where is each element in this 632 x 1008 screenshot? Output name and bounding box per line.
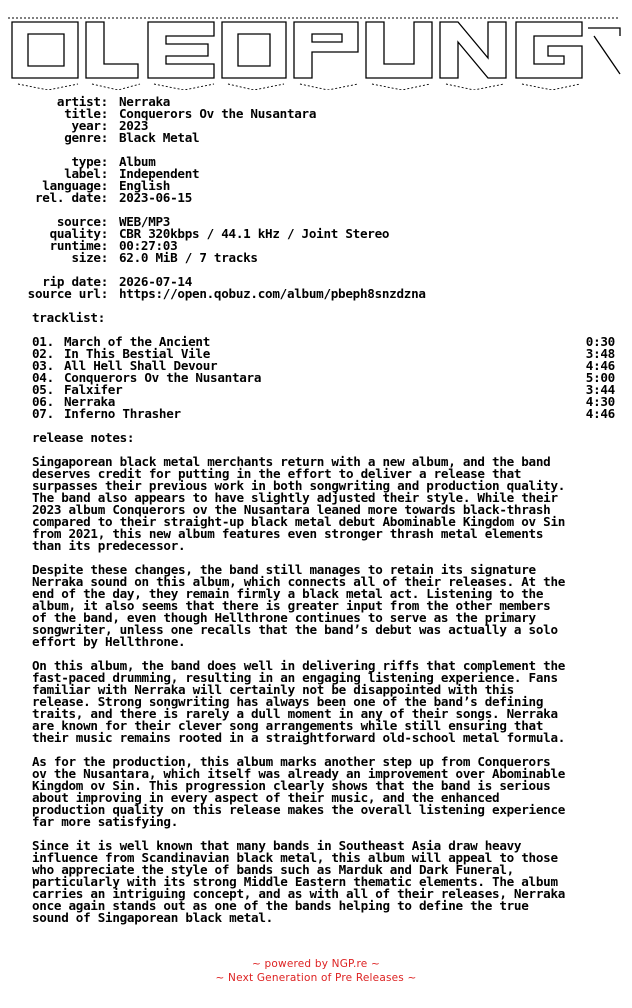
- meta-key: runtime:: [49, 238, 108, 253]
- release-notes-paragraph: Singaporean black metal merchants return with a new album, and the band deserves credit for putting in the effort to deliver a release that surpasses their previous work in both songwriting and production quality. The band also appears to have slightly adjusted their style. While their 2023 album Conquerors ov the Nusantara leaned more towards black-thrash compared to their straight-up black metal debut Abominable Kingdom ov Sin from 2021, this new album features even stronger thrash metal elements than its predecessor.: [32, 454, 566, 553]
- meta-key: label:: [64, 166, 108, 181]
- track-length: 3:44: [585, 382, 615, 397]
- meta-key: source:: [56, 214, 108, 229]
- track-number: 01.: [32, 334, 54, 349]
- meta-value: 62.0 MiB / 7 tracks: [119, 250, 258, 265]
- meta-key: language:: [42, 178, 108, 193]
- track-title: Nerraka: [64, 394, 116, 409]
- release-notes-paragraph: On this album, the band does well in delivering riffs that complement the fast-paced drumming, resulting in an engaging listening experience. Fans familiar with Nerraka will certainly not be disappointed with this release. Strong songwriting has always been one of the band’s defining traits, and there is rarely a dull moment in any of their songs. Nerraka are known for their clever song arrangements while still ensuring that their music remains rooted in a straightforward old-school metal formula.: [32, 658, 566, 745]
- track-title: All Hell Shall Devour: [64, 358, 218, 373]
- meta-value: 2023-06-15: [119, 190, 193, 205]
- track-number: 03.: [32, 358, 54, 373]
- track-title: Conquerors Ov the Nusantara: [64, 370, 262, 385]
- release-notes-paragraph: Despite these changes, the band still manages to retain its signature Nerraka sound on this album, which connects all of their releases. At the end of the day, they remain firmly a black metal act. Listening to the album, it also seems that there is greater input from the other members of the band, even though Hellthrone continues to serve as the primary songwriter, unless one recalls that the band’s debut was actually a solo effort by Hellthrone.: [32, 562, 566, 649]
- track-title: Inferno Thrasher: [64, 406, 181, 421]
- meta-key: quality:: [49, 226, 108, 241]
- meta-key: type:: [71, 154, 108, 169]
- track-length: 4:30: [585, 394, 615, 409]
- track-length: 5:00: [585, 370, 615, 385]
- meta-key: rel. date:: [34, 190, 108, 205]
- meta-value: Independent: [119, 166, 200, 181]
- release-notes-heading: release notes:: [32, 430, 135, 445]
- track-number: 05.: [32, 382, 54, 397]
- meta-value: WEB/MP3: [119, 214, 171, 229]
- meta-key: year:: [71, 118, 108, 133]
- meta-key: genre:: [64, 130, 108, 145]
- meta-value: https://open.qobuz.com/album/pbeph8snzdzna: [119, 286, 426, 301]
- ascii-logo-banner: [8, 14, 624, 90]
- track-number: 07.: [32, 406, 54, 421]
- meta-value: Album: [119, 154, 156, 169]
- track-number: 04.: [32, 370, 54, 385]
- meta-value: 00:27:03: [119, 238, 178, 253]
- meta-key: title:: [64, 106, 108, 121]
- meta-value: 2023: [119, 118, 149, 133]
- meta-value: Black Metal: [119, 130, 200, 145]
- meta-value: 2026-07-14: [119, 274, 193, 289]
- track-title: In This Bestial Vile: [64, 346, 211, 361]
- track-length: 4:46: [585, 358, 615, 373]
- meta-value: Conquerors Ov the Nusantara: [119, 106, 317, 121]
- track-length: 4:46: [585, 406, 615, 421]
- meta-key: source url:: [27, 286, 108, 301]
- track-number: 02.: [32, 346, 54, 361]
- footer-tagline: ~ Next Generation of Pre Releases ~: [215, 972, 417, 984]
- meta-key: size:: [71, 250, 108, 265]
- tracklist-heading: tracklist:: [32, 310, 106, 325]
- release-notes-paragraph: Since it is well known that many bands in Southeast Asia draw heavy influence from Scandinavian black metal, this album will appeal to those who appreciate the style of bands such as Marduk and Dark Funeral, particularly with its strong Middle Eastern thematic elements. The album carries an intriguing concept, and as with all of their releases, Nerraka once again stands out as one of the bands helping to define the true sound of Singaporean black metal.: [32, 838, 566, 925]
- meta-value: CBR 320kbps / 44.1 kHz / Joint Stereo: [119, 226, 390, 241]
- meta-value: Nerraka: [119, 94, 171, 109]
- footer-powered-by: ~ powered by NGP.re ~: [252, 958, 380, 970]
- track-title: March of the Ancient: [64, 334, 211, 349]
- meta-value: English: [119, 178, 171, 193]
- meta-key: rip date:: [42, 274, 108, 289]
- release-notes-paragraph: As for the production, this album marks another step up from Conquerors ov the Nusantara, which itself was already an improvement over Abominable Kingdom ov Sin. This progression clearly shows that the band is serious about improving in every aspect of their music, and the enhanced production quality on this release makes the overall listening experience far more satisfying.: [32, 754, 566, 829]
- track-number: 06.: [32, 394, 54, 409]
- track-length: 3:48: [585, 346, 615, 361]
- meta-key: artist:: [56, 94, 108, 109]
- track-title: Falxifer: [64, 382, 123, 397]
- track-length: 0:30: [585, 334, 615, 349]
